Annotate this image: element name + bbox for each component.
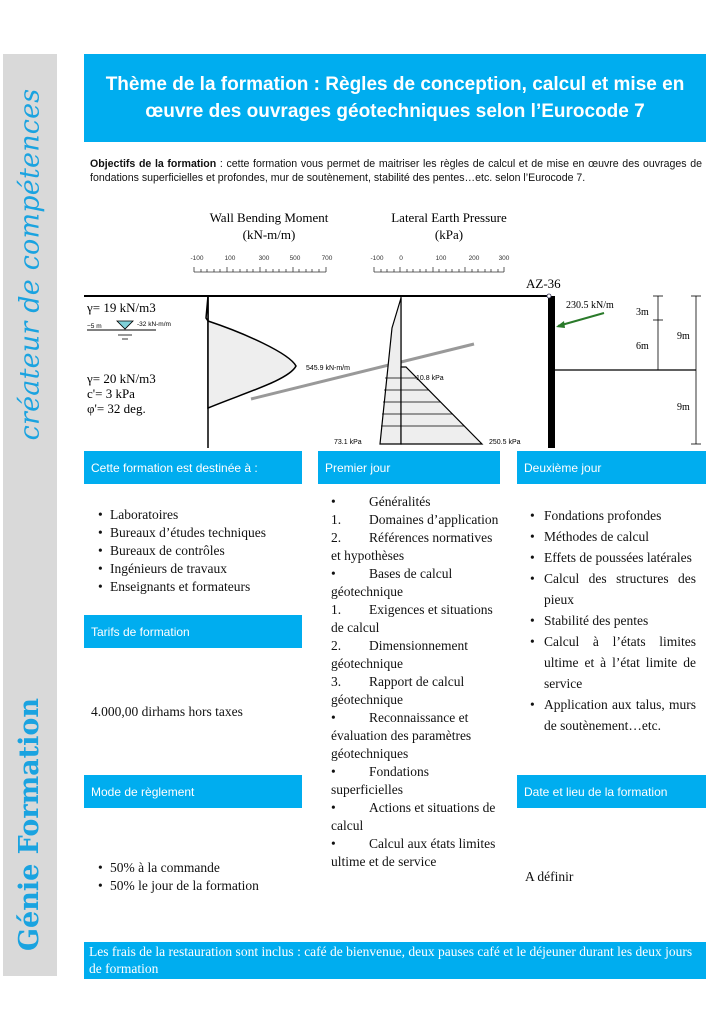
anchor-force-arrow bbox=[558, 313, 604, 326]
list-item: • 50% à la commande bbox=[98, 859, 308, 877]
day1-header: Premier jour bbox=[318, 451, 500, 484]
payment-header: Mode de règlement bbox=[84, 775, 302, 808]
objectives-text: : cette formation vous permet de maitriser les règles de calcul et de mise en œuvre des ouvrages de fondations superficielles et profondes, mur de soutènement, stabilité des pentes…etc. selon l’Eurocode 7. bbox=[90, 158, 702, 184]
schedule-header: Date et lieu de la formation bbox=[517, 775, 706, 808]
sheet-pile-wall bbox=[548, 296, 555, 448]
list-item: • Généralités bbox=[331, 494, 431, 509]
list-item: • Fondations profondes bbox=[530, 505, 696, 526]
soil1-label: γ= 19 kN/m3 bbox=[87, 300, 156, 315]
list-item: • Fondations superficielles bbox=[331, 764, 430, 797]
schedule-value: A définir bbox=[525, 869, 574, 884]
pressure-title-2: (kPa) bbox=[434, 227, 464, 242]
list-item: • Application aux talus, murs de soutènement…etc. bbox=[530, 694, 696, 736]
sidebar-brand-container bbox=[3, 674, 57, 974]
list-item: • Méthodes de calcul bbox=[530, 526, 696, 547]
svg-text:230.5 kN/m: 230.5 kN/m bbox=[566, 300, 614, 311]
svg-text:−5 m: −5 m bbox=[87, 323, 102, 330]
list-item: • Bureaux de contrôles bbox=[98, 542, 308, 560]
list-item: 3. Rapport de calcul géotechnique bbox=[331, 674, 465, 707]
svg-text:-100: -100 bbox=[190, 255, 204, 262]
day2-header: Deuxième jour bbox=[517, 451, 706, 484]
svg-text:-32 kN-m/m: -32 kN-m/m bbox=[137, 321, 171, 328]
svg-text:250.5 kPa: 250.5 kPa bbox=[489, 439, 521, 446]
objectives-paragraph bbox=[90, 157, 702, 185]
list-item: • Calcul des structures des pieux bbox=[530, 568, 696, 610]
list-item: • Laboratoires bbox=[98, 506, 308, 524]
list-item: • 50% le jour de la formation bbox=[98, 877, 308, 895]
svg-text:545.9 kN-m/m: 545.9 kN-m/m bbox=[306, 365, 350, 372]
svg-text:100: 100 bbox=[224, 255, 236, 262]
objectives-label: Objectifs de la formation bbox=[90, 158, 217, 170]
svg-text:c'= 3 kPa: c'= 3 kPa bbox=[87, 386, 135, 401]
day1-program bbox=[331, 493, 499, 871]
sidebar bbox=[3, 54, 57, 976]
svg-text:500: 500 bbox=[289, 255, 301, 262]
svg-text:γ= 20 kN/m3: γ= 20 kN/m3 bbox=[87, 371, 156, 386]
svg-text:10.8 kPa: 10.8 kPa bbox=[416, 375, 444, 382]
sidebar-brand: Génie Formation bbox=[14, 697, 46, 951]
list-item: • Stabilité des pentes bbox=[530, 610, 696, 631]
moment-title-2: (kN-m/m) bbox=[242, 227, 296, 242]
list-item: • Actions et situations de calcul bbox=[331, 800, 496, 833]
page-title: Thème de la formation : Règles de conception, calcul et mise en œuvre des ouvrages géotechniques selon l’Eurocode 7 bbox=[105, 74, 685, 122]
moment-axis bbox=[194, 267, 326, 272]
pressure-title-1: Lateral Earth Pressure bbox=[391, 210, 507, 225]
svg-text:300: 300 bbox=[498, 255, 510, 262]
day2-list bbox=[530, 505, 696, 736]
svg-text:φ'= 32 deg.: φ'= 32 deg. bbox=[87, 401, 146, 416]
svg-text:9m: 9m bbox=[677, 402, 690, 413]
list-item: 2. Références normatives et hypothèses bbox=[331, 530, 493, 563]
list-item: • Bases de calcul géotechnique bbox=[331, 566, 453, 599]
title-banner bbox=[84, 54, 706, 142]
list-item: • Calcul aux états limites ultime et de service bbox=[331, 836, 496, 869]
svg-text:3m: 3m bbox=[636, 307, 649, 318]
svg-text:700: 700 bbox=[321, 255, 333, 262]
list-item: • Enseignants et formateurs bbox=[98, 578, 308, 596]
svg-text:200: 200 bbox=[468, 255, 480, 262]
list-item: • Effets de poussées latérales bbox=[530, 547, 696, 568]
svg-text:9m: 9m bbox=[677, 331, 690, 342]
svg-text:300: 300 bbox=[258, 255, 270, 262]
moment-title-1: Wall Bending Moment bbox=[209, 210, 329, 225]
sidebar-tagline-container bbox=[3, 54, 57, 474]
list-item: • Reconnaissance et évaluation des paramètres géotechniques bbox=[331, 710, 472, 761]
sidebar-tagline: créateur de compétences bbox=[14, 88, 46, 440]
payment-list bbox=[98, 859, 308, 895]
wall-label: AZ-36 bbox=[526, 276, 561, 291]
audience-list bbox=[98, 506, 308, 596]
pricing-header: Tarifs de formation bbox=[84, 615, 302, 648]
list-item: 1. Exigences et situations de calcul bbox=[331, 602, 493, 635]
svg-text:6m: 6m bbox=[636, 341, 649, 352]
svg-text:73.1 kPa: 73.1 kPa bbox=[334, 439, 362, 446]
audience-header: Cette formation est destinée à : bbox=[84, 451, 302, 484]
list-item: 1. Domaines d’application bbox=[331, 512, 499, 527]
list-item: 2. Dimensionnement géotechnique bbox=[331, 638, 468, 671]
list-item: • Bureaux d’études techniques bbox=[98, 524, 308, 542]
pressure-axis bbox=[374, 267, 504, 272]
svg-text:100: 100 bbox=[435, 255, 447, 262]
retaining-wall-diagram bbox=[84, 208, 710, 454]
footer-note: Les frais de la restauration sont inclus : café de bienvenue, deux pauses café et le déjeuner durant les deux jours de formation bbox=[84, 942, 706, 979]
list-item: • Ingénieurs de travaux bbox=[98, 560, 308, 578]
svg-text:-100: -100 bbox=[370, 255, 384, 262]
water-table-icon bbox=[117, 321, 133, 329]
list-item: • Calcul à l’états limites ultime et à l’état limite de service bbox=[530, 631, 696, 694]
svg-text:0: 0 bbox=[399, 255, 403, 262]
price-value: 4.000,00 dirhams hors taxes bbox=[91, 704, 243, 719]
